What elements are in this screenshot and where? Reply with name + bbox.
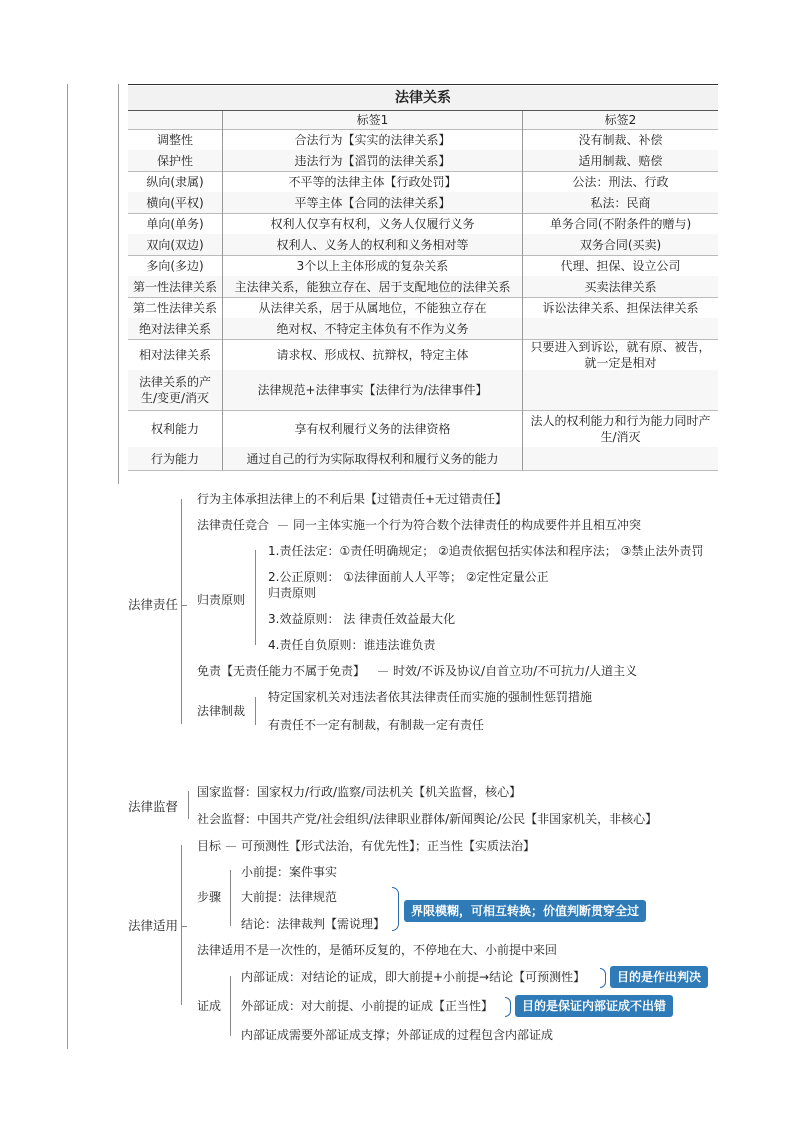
attribution-label: 归责原则 (197, 593, 246, 607)
liability-branch-line (181, 499, 182, 724)
table-cell-c1: 第一性法律关系 (128, 276, 223, 297)
proof-relation: 内部证成需要外部证成支撑；外部证成的过程包含内部证成 (241, 1028, 554, 1042)
table-title: 法律关系 (128, 86, 718, 111)
table-cell-c1: 权利能力 (128, 410, 223, 447)
table-cell-c2: 合法行为【实实的法律关系】 (223, 129, 523, 150)
table-cell-c3: 单务合同(不附条件的赠与) (549, 216, 692, 231)
table-cell-c1: 纵向(隶属) (128, 171, 223, 192)
table-cell-c1: 法律关系的产生/变更/消灭 (128, 370, 223, 410)
step-item: 小前提：案件事实 (241, 865, 338, 879)
table-cell-c3: 双务合同(买卖) (579, 237, 662, 252)
table-row (128, 129, 718, 151)
sanction-label: 法律制裁 (197, 704, 246, 718)
steps-label: 步骤 (197, 890, 222, 904)
table-cell-c3 (523, 447, 718, 470)
sanction-branch-line (255, 697, 256, 725)
proof-internal: 内部证成：对结论的证成，即大前提+小前提→结论【可预测性】 (241, 970, 586, 984)
internal-note-tag: 目的是作出判决 (610, 966, 708, 988)
table-cell-c3: 公法：刑法、行政 (572, 174, 669, 189)
table-row (128, 410, 718, 448)
exemption-value: 时效/不诉及协议/自首立功/不可抗力/人道主义 (393, 664, 638, 678)
attribution-item: 归责原则 (268, 586, 317, 600)
table-row (128, 318, 718, 340)
table-cell-c3: 买卖法律关系 (584, 279, 657, 294)
connector-dash (278, 525, 288, 526)
application-branch-line (181, 845, 182, 1005)
table-cell-c2: 从法律关系，居于从属地位，不能独立存在 (223, 297, 523, 318)
table-cell-c2: 不平等的法律主体【行政处罚】 (223, 171, 523, 192)
table-cell-c1: 绝对法律关系 (128, 318, 223, 339)
table-cell-c3: 诉讼法律关系、担保法律关系 (542, 300, 699, 315)
table-row (128, 276, 718, 298)
table-cell-c1: 单向(单务) (128, 213, 223, 234)
table-row (128, 150, 718, 172)
concurrence-label: 法律责任竞合 (197, 518, 270, 532)
table-cell-c2: 权利人、义务人的权利和义务相对等 (223, 234, 523, 255)
table-cell-c2: 通过自己的行为实际取得权利和履行义务的能力 (223, 447, 523, 470)
table-cell-c1: 横向(平权) (128, 192, 223, 213)
national-supervision: 国家监督：国家权力/行政/监察/司法机关【机关监督，核心】 (197, 785, 522, 799)
step-item: 结论：法律裁判【需说理】 (241, 917, 386, 931)
steps-note-tag: 界限模糊，可相互转换；价值判断贯穿全过 (404, 900, 646, 922)
liability-definition: 行为主体承担法律上的不利后果【过错责任+无过错责任】 (197, 492, 508, 506)
table-header-c2: 标签1 (223, 111, 523, 129)
exemption-label: 免责【无责任能力不属于免责】 (197, 664, 366, 678)
concurrence-value: 同一主体实施一个行为符合数个法律责任的构成要件并且相互冲突 (293, 518, 642, 532)
proof-label: 证成 (197, 999, 222, 1013)
table-row (128, 213, 718, 235)
attribution-item: 1.责任法定：①责任明确规定； ②追责依据包括实体法和程序法； ③禁止法外责罚 (268, 544, 704, 558)
table-cell-c3 (523, 370, 718, 410)
connector-dash (378, 671, 388, 672)
table-header-c3: 标签2 (604, 113, 637, 127)
table-top-border (128, 84, 718, 85)
table-row (128, 234, 718, 256)
table-cell-c3: 法人的权利能力和行为能力同时产生/消灭 (530, 413, 711, 444)
table-row (128, 192, 718, 214)
steps-branch-line (230, 870, 231, 926)
goal-value: 可预测性【形式法治，有优先性】；正当性【实质法治】 (241, 839, 536, 853)
table-guide-line (118, 84, 119, 484)
table-cell-c3: 只要进入到诉讼，就有原、被告，就一定是相对 (530, 339, 711, 370)
table-row (128, 447, 718, 471)
table-cell-c2: 法律规范+法律事实【法律行为/法律事件】 (223, 370, 523, 410)
table-cell-c2: 权利人仅享有权利，义务人仅履行义务 (223, 213, 523, 234)
supervision-root: 法律监督 (128, 799, 179, 814)
external-note-tag: 目的是保证内部证成不出错 (515, 995, 673, 1017)
attribution-branch-line (255, 550, 256, 645)
table-cell-c2: 违法行为【滔罚的法律关系】 (223, 150, 523, 171)
table-cell-c1: 多向(多边) (128, 255, 223, 276)
table-cell-c2: 享有权利履行义务的法律资格 (223, 410, 523, 447)
internal-brace (600, 968, 606, 988)
table-cell-c2: 请求权、形成权、抗辩权，特定主体 (223, 339, 523, 370)
table-cell-c3: 没有制裁、补偿 (578, 132, 663, 147)
attribution-item: 3.效益原则： 法 律责任效益最大化 (268, 612, 456, 626)
cycle-note: 法律适用不是一次性的，是循环反复的，不停地在大、小前提中来回 (197, 943, 558, 957)
sanction-item: 有责任不一定有制裁，有制裁一定有责任 (268, 718, 485, 732)
connector-dash (226, 846, 236, 847)
table-row (128, 255, 718, 277)
external-brace (505, 997, 511, 1017)
table-cell-c2: 主法律关系，能独立存在、居于支配地位的法律关系 (223, 276, 523, 297)
application-root-connector (181, 926, 187, 927)
table-cell-c1: 调整性 (128, 129, 223, 150)
table-cell-c1: 相对法律关系 (128, 339, 223, 370)
table-header-c1 (128, 111, 223, 129)
table-cell-c2: 平等主体【合同的法律关系】 (223, 192, 523, 213)
table-cell-c3: 私法：民商 (590, 195, 651, 210)
table-row (128, 171, 718, 193)
goal-label: 目标 (197, 839, 222, 853)
application-root: 法律适用 (128, 918, 179, 933)
attribution-item: 2.公正原则： ①法律面前人人平等； ②定性定量公正 (268, 570, 549, 584)
table-cell-c2: 3个以上主体形成的复杂关系 (223, 255, 523, 276)
table-cell-c3: 代理、担保、设立公司 (560, 258, 681, 273)
table-cell-c3: 适用制裁、赔偿 (578, 153, 663, 168)
step-item: 大前提：法律规范 (241, 890, 338, 904)
table-row (128, 339, 718, 371)
table-cell-c2: 绝对权、不特定主体负有不作为义务 (223, 318, 523, 339)
steps-brace (392, 887, 399, 931)
table-row (128, 297, 718, 319)
liability-root-connector (181, 605, 187, 606)
social-supervision: 社会监督：中国共产党/社会组织/法律职业群体/新闻舆论/公民【非国家机关，非核心】 (197, 812, 658, 826)
table-cell-c1: 行为能力 (128, 447, 223, 470)
table-cell-c3 (523, 318, 718, 339)
outline-guide-line (67, 84, 68, 1049)
supervision-branch-line (188, 791, 189, 819)
proof-branch-line (230, 976, 231, 1036)
table-header-row (128, 111, 718, 130)
proof-external: 外部证成：对大前提、小前提的证成【正当性】 (241, 999, 494, 1013)
table-cell-c1: 保护性 (128, 150, 223, 171)
table-row (128, 370, 718, 411)
table-cell-c1: 第二性法律关系 (128, 297, 223, 318)
sanction-item: 特定国家机关对违法者依其法律责任而实施的强制性惩罚措施 (268, 690, 593, 704)
liability-root: 法律责任 (128, 597, 179, 612)
attribution-item: 4.责任自负原则：谁违法谁负责 (268, 638, 436, 652)
table-cell-c1: 双向(双边) (128, 234, 223, 255)
